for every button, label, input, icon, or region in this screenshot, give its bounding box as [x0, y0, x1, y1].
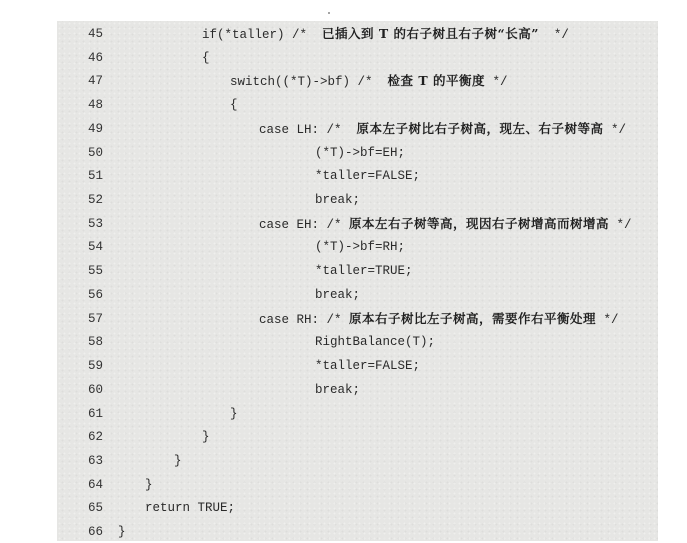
code-line [57, 188, 658, 212]
code-line [57, 496, 658, 520]
line-number: 55 [88, 264, 104, 279]
code-line [57, 259, 658, 283]
code-line [57, 425, 658, 449]
line-code [118, 520, 126, 543]
line-number: 52 [88, 193, 104, 208]
line-number: 57 [88, 311, 104, 326]
comment-text: 已插入到 T 的右子树且右子树“长高” [322, 26, 539, 41]
code-line [57, 330, 658, 354]
line-code [315, 141, 405, 165]
line-number: 60 [88, 382, 104, 397]
line-number: 48 [88, 98, 104, 113]
code-line [57, 212, 658, 236]
scan-artifact-dot [328, 12, 330, 14]
line-code [259, 307, 619, 332]
line-code [230, 93, 238, 117]
comment-close: */ [538, 28, 569, 42]
line-code [315, 354, 420, 378]
line-number: 46 [88, 50, 104, 65]
line-number: 65 [88, 501, 104, 516]
code-line [57, 117, 658, 141]
code-line [57, 354, 658, 378]
line-code [230, 402, 238, 426]
line-number: 54 [88, 240, 104, 255]
line-code [315, 283, 360, 307]
comment-close: */ [603, 122, 627, 137]
code-text: *taller=FALSE; [315, 169, 421, 184]
code-line [57, 449, 658, 473]
line-number: 56 [88, 287, 104, 302]
code-text: case LH: /* [259, 122, 357, 137]
line-number: 62 [88, 430, 104, 445]
line-code [202, 22, 569, 47]
line-code [202, 46, 210, 70]
line-number: 58 [88, 335, 104, 350]
code-line [57, 22, 658, 46]
line-code [315, 235, 405, 259]
line-code [259, 117, 626, 142]
code-text: return TRUE; [145, 501, 236, 516]
line-code [145, 473, 153, 497]
code-text: break; [315, 287, 361, 302]
comment-close: */ [485, 75, 508, 90]
comment-text: 原本左右子树等高，现因右子树增高而树增高 [349, 215, 610, 231]
line-number: 63 [88, 453, 104, 468]
code-text: if(*taller) /* [202, 28, 323, 42]
comment-close: */ [609, 217, 632, 232]
line-number: 64 [88, 477, 104, 492]
line-code [315, 164, 420, 188]
code-line [57, 473, 658, 497]
line-code [174, 449, 182, 473]
line-number: 47 [88, 74, 104, 89]
code-line [57, 520, 658, 543]
line-number: 51 [88, 169, 104, 184]
code-text: case EH: /* [259, 217, 350, 232]
line-number: 45 [88, 27, 104, 41]
code-text: { [230, 98, 238, 113]
comment-text: 原本右子树比左子树高，需要作右平衡处理 [349, 310, 597, 326]
line-code [259, 212, 632, 237]
code-text: } [174, 453, 182, 468]
code-text: (*T)->bf=EH; [315, 145, 406, 160]
line-number: 50 [88, 145, 104, 160]
code-line [57, 46, 658, 70]
code-text: (*T)->bf=RH; [315, 240, 406, 255]
code-text: break; [315, 382, 361, 397]
code-line [57, 164, 658, 188]
code-line [57, 402, 658, 426]
code-text: *taller=FALSE; [315, 359, 421, 374]
comment-text: 检查 T 的平衡度 [387, 73, 486, 89]
line-code [315, 259, 413, 283]
code-text: *taller=TRUE; [315, 264, 413, 279]
code-line [57, 141, 658, 165]
line-number: 53 [88, 216, 104, 231]
code-line [57, 69, 658, 93]
line-code [202, 425, 210, 449]
code-text: RightBalance(T); [315, 335, 436, 350]
code-line [57, 283, 658, 307]
code-line [57, 307, 658, 331]
code-text: switch((*T)->bf) /* [230, 75, 388, 90]
line-number: 61 [88, 406, 104, 421]
line-code [315, 188, 360, 212]
code-line [57, 378, 658, 402]
line-code [315, 330, 435, 354]
code-text: } [202, 430, 210, 445]
code-text: case RH: /* [259, 312, 350, 327]
line-number: 59 [88, 359, 104, 374]
code-line [57, 93, 658, 117]
comment-close: */ [596, 312, 619, 327]
code-text: } [230, 406, 238, 421]
comment-text: 原本左子树比右子树高，现左、右子树等高 [356, 120, 604, 136]
code-text: } [118, 525, 126, 540]
line-number: 49 [88, 121, 104, 136]
line-code [315, 378, 360, 402]
code-text: break; [315, 193, 361, 208]
code-line [57, 235, 658, 259]
code-text: { [202, 50, 210, 65]
line-code [145, 496, 235, 520]
line-number: 66 [88, 525, 104, 540]
line-code [230, 69, 508, 94]
code-text: } [145, 477, 153, 492]
code-listing-panel [57, 21, 658, 541]
